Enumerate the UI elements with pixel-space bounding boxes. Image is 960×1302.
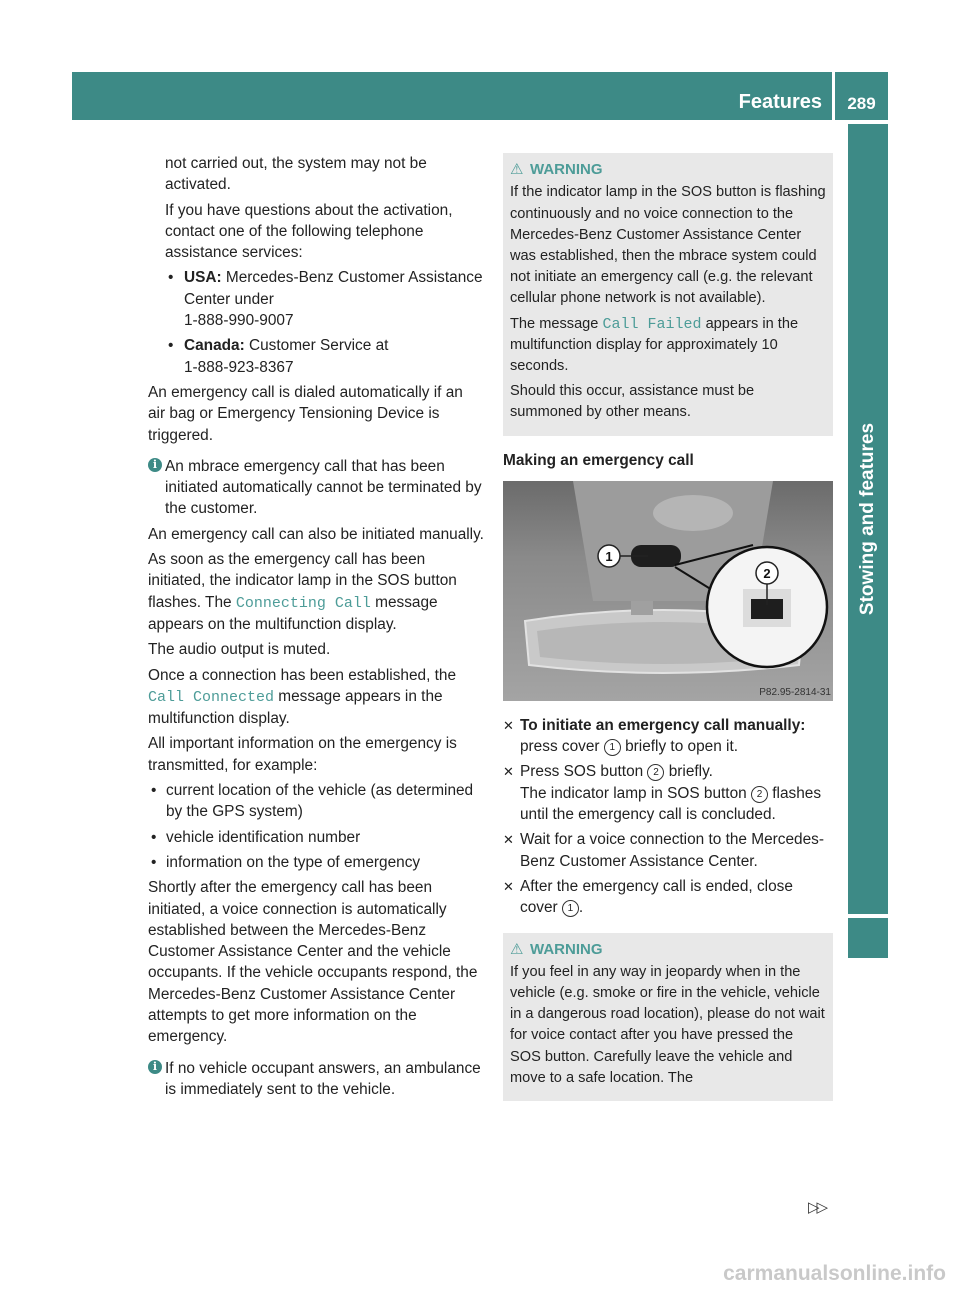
step-arrow-icon: ✕ <box>503 832 514 848</box>
instruction-step <box>503 761 833 825</box>
info-text: An mbrace emergency call that has been initiated automatically cannot be terminated by the customer. <box>165 457 482 518</box>
warning-text: If you feel in any way in jeopardy when in the vehicle (e.g. smoke or fire in the vehicle, vehicle in a dangerous road location), please do not wait for voice contact after you have pressed the SOS button. Carefully leave the vehicle and move to a safe location. The <box>510 963 825 1086</box>
figure-reference: P82.95-2814-31 <box>759 686 831 698</box>
list-text: information on the type of emergency <box>166 853 421 871</box>
bullet-text: Customer Service at <box>244 337 389 355</box>
callout-1-label: 1 <box>605 548 613 564</box>
callout-number: 2 <box>647 764 664 781</box>
warning-title: WARNING <box>530 161 603 178</box>
callout-number: 1 <box>562 900 579 917</box>
paragraph: An emergency call can also be initiated manually. <box>148 525 484 543</box>
instruction-step <box>503 876 833 919</box>
text: Once a connection has been established, the <box>148 666 457 684</box>
display-message: Call Connected <box>148 688 275 706</box>
callout-number: 1 <box>604 739 621 756</box>
instruction-step <box>503 715 833 758</box>
list-item <box>148 852 484 873</box>
page-number: 289 <box>835 72 888 120</box>
bullet-icon: • <box>168 269 174 287</box>
text: message appears in the multifunction display. <box>148 687 443 728</box>
bullet-icon: • <box>151 853 157 871</box>
warning-box <box>503 153 833 436</box>
paragraph: not carried out, the system may not be activated. <box>165 155 427 194</box>
bullet-label: USA: <box>184 269 222 287</box>
bullet-text: Mercedes-Benz Customer Assistance Center under <box>184 269 483 308</box>
warning-box <box>503 933 833 1102</box>
bullet-icon: • <box>151 828 157 846</box>
right-column <box>503 153 833 1115</box>
paragraph <box>148 665 484 730</box>
display-message: Connecting Call <box>235 594 371 612</box>
side-tab-label <box>848 124 888 914</box>
bullet-label: Canada: <box>184 337 245 355</box>
phone-number: 1-888-923-8367 <box>184 358 294 376</box>
info-note <box>148 456 484 520</box>
warning-triangle-icon: ⚠ <box>510 161 524 178</box>
mirror-mount <box>631 601 653 615</box>
list-text: vehicle identification number <box>166 828 361 846</box>
callout-number: 2 <box>751 786 768 803</box>
step-bold: To initiate an emergency call manually: <box>520 716 806 734</box>
subsection-title: Making an emergency call <box>503 451 694 469</box>
paragraph: If you have questions about the activation, contact one of the following telephone assistance services: <box>165 201 453 262</box>
warning-text <box>510 314 826 378</box>
text: flashes until the emergency call is concluded. <box>520 784 822 824</box>
text: As soon as the emergency call has been initiated, the indicator lamp in the SOS button flashes. The <box>148 551 457 611</box>
list-item <box>148 780 484 823</box>
console-recess <box>653 495 733 531</box>
info-text: If no vehicle occupant answers, an ambulance is immediately sent to the vehicle. <box>165 1059 481 1098</box>
warning-text: If the indicator lamp in the SOS button is flashing continuously and no voice connection to the Mercedes-Benz Customer Assistance Center was established, then the mbrace system could not initiate an emergency call (e.g. the relevant cellular phone network is not available). <box>510 184 826 307</box>
paragraph: The audio output is muted. <box>148 641 331 659</box>
list-text: current location of the vehicle (as determined by the GPS system) <box>166 782 474 821</box>
text: press cover <box>520 738 604 756</box>
step-arrow-icon: ✕ <box>503 764 514 780</box>
sos-button-figure <box>503 481 833 701</box>
list-item <box>148 267 484 331</box>
paragraph: Shortly after the emergency call has been initiated, a voice connection is automatically established between the Mercedes-Benz Customer Assistance Center and the vehicle occupants. If the vehicle occupants respond, the Mercedes-Benz Customer Assistance Center attempts to get more information on the emergency. <box>148 879 478 1046</box>
text: The message <box>510 315 603 332</box>
text: briefly to open it. <box>620 738 739 756</box>
section-title: Features <box>738 91 822 113</box>
text: After the emergency call is ended, close cover <box>520 877 793 917</box>
callout-2-label: 2 <box>763 565 771 581</box>
phone-number: 1-888-990-9007 <box>184 312 294 330</box>
info-note <box>148 1058 484 1101</box>
watermark: carmanualsonline.info <box>723 1262 946 1285</box>
warning-header <box>510 939 826 960</box>
step-arrow-icon: ✕ <box>503 878 514 894</box>
list-item <box>148 827 484 848</box>
paragraph: An emergency call is dialed automatically if an air bag or Emergency Tensioning Device is triggered. <box>148 383 463 444</box>
overhead-console-illustration <box>503 481 833 701</box>
warning-title: WARNING <box>530 940 603 958</box>
step-arrow-icon: ✕ <box>503 717 514 733</box>
text: . <box>578 899 584 917</box>
left-column <box>148 153 484 1104</box>
warning-triangle-icon: ⚠ <box>510 940 524 958</box>
side-tab-text: Stowing and features <box>857 422 879 616</box>
side-tab-square <box>848 918 888 958</box>
display-message: Call Failed <box>602 315 702 333</box>
list-item <box>148 335 484 378</box>
text: message appears on the multifunction display. <box>148 593 438 633</box>
warning-header <box>510 159 826 180</box>
continue-arrow-icon: ▷▷ <box>808 1199 826 1216</box>
text: Press SOS button <box>520 763 648 781</box>
text: appears in the multifunction display for approximately 10 seconds. <box>510 315 799 374</box>
paragraph: All important information on the emergency is transmitted, for example: <box>148 735 457 774</box>
info-icon: i <box>148 458 162 472</box>
text: The indicator lamp in SOS button <box>520 784 751 802</box>
paragraph <box>148 549 484 635</box>
text: briefly. <box>664 763 713 781</box>
info-icon: i <box>148 1060 162 1074</box>
warning-text: Should this occur, assistance must be summoned by other means. <box>510 383 755 421</box>
instruction-step <box>503 829 833 872</box>
bullet-icon: • <box>168 337 174 355</box>
bullet-icon: • <box>151 782 157 800</box>
text: Wait for a voice connection to the Mercedes-Benz Customer Assistance Center. <box>520 831 824 870</box>
